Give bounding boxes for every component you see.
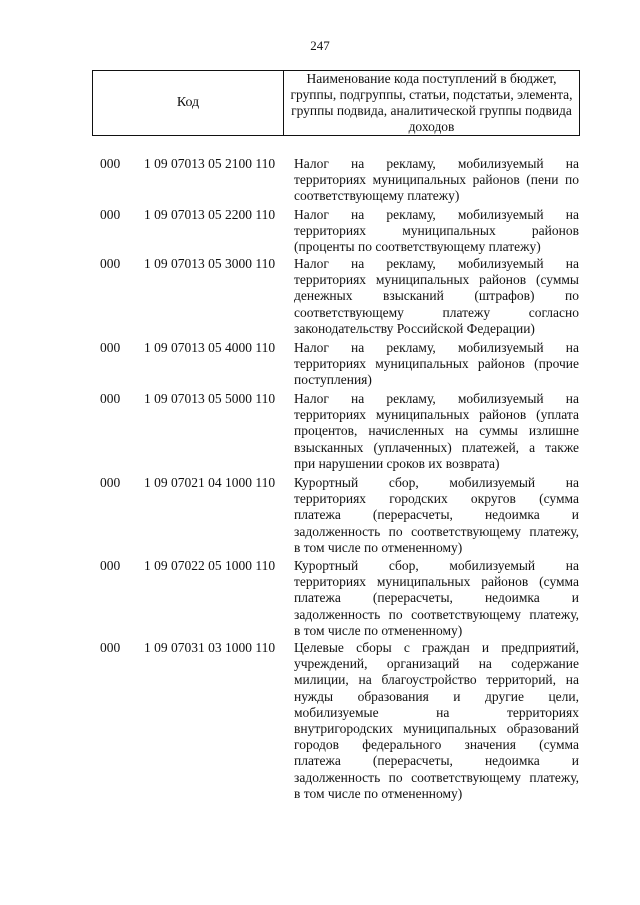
income-name-line: внутригородских муниципальных образований xyxy=(294,721,579,737)
income-name-line: городов федерального значения (сумма xyxy=(294,737,579,753)
income-name-line: Налог на рекламу, мобилизуемый на xyxy=(294,391,579,406)
income-name-cell xyxy=(294,207,579,256)
income-name-line: Налог на рекламу, мобилизуемый на xyxy=(294,256,579,271)
income-name-line: территориях муниципальных районов xyxy=(294,223,579,239)
header-name-cell: Наименование кода поступлений в бюджет, группы, подгруппы, статьи, подстатьи, элемента, группы подвида, аналитической группы подвида доходов xyxy=(290,71,573,134)
income-code-cell: 1 09 07013 05 5000 110 xyxy=(144,391,276,406)
income-code-cell: 1 09 07021 04 1000 110 xyxy=(144,475,276,490)
income-code-cell: 1 09 07022 05 1000 110 xyxy=(144,558,276,573)
income-name-line: учреждений, организаций на содержание xyxy=(294,656,579,672)
income-name-line: законодательству Российской Федерации) xyxy=(294,320,535,336)
admin-code-cell: 000 xyxy=(100,640,121,655)
admin-code-cell: 000 xyxy=(100,475,121,490)
income-name-line: платежа (перерасчеты, недоимка и xyxy=(294,753,579,769)
income-name-cell xyxy=(294,391,579,472)
income-name-line: нужды образования и другие цели, xyxy=(294,688,579,704)
income-name-line: процентов, начисленных на суммы излишне xyxy=(294,423,579,439)
admin-code-cell: 000 xyxy=(100,156,121,171)
admin-code-cell: 000 xyxy=(100,391,121,406)
income-name-line: в том числе по отмененному) xyxy=(294,539,463,555)
income-name-line: (проценты по соответствующему платежу) xyxy=(294,239,541,255)
income-name-line: территориях муниципальных районов (пени по xyxy=(294,172,579,188)
income-name-cell xyxy=(294,640,579,802)
income-name-line: в том числе по отмененному) xyxy=(294,622,463,638)
income-name-line: платежа (перерасчеты, недоимка и xyxy=(294,590,579,606)
income-name-line: задолженность по соответствующему платежу, xyxy=(294,606,579,622)
income-code-cell: 1 09 07031 03 1000 110 xyxy=(144,640,276,655)
income-name-line: территориях муниципальных районов (уплата xyxy=(294,407,579,423)
income-code-cell: 1 09 07013 05 3000 110 xyxy=(144,256,276,271)
income-name-line: задолженность по соответствующему платежу, xyxy=(294,769,579,785)
admin-code-cell: 000 xyxy=(100,256,121,271)
income-name-line: милиции, на благоустройство территорий, на xyxy=(294,672,579,688)
admin-code-cell: 000 xyxy=(100,558,121,573)
income-name-line: территориях муниципальных районов (суммы xyxy=(294,272,579,288)
admin-code-cell: 000 xyxy=(100,340,121,355)
income-name-cell xyxy=(294,156,579,205)
income-code-cell: 1 09 07013 05 2200 110 xyxy=(144,207,276,222)
income-name-line: Налог на рекламу, мобилизуемый на xyxy=(294,207,579,222)
income-code-cell: 1 09 07013 05 4000 110 xyxy=(144,340,276,355)
admin-code-cell: 000 xyxy=(100,207,121,222)
income-name-line: Целевые сборы с граждан и предприятий, xyxy=(294,640,579,655)
page-number: 247 xyxy=(310,38,330,53)
income-name-line: денежных взысканий (штрафов) по xyxy=(294,288,579,304)
income-name-line: соответствующему платежу согласно xyxy=(294,304,579,320)
income-name-cell xyxy=(294,256,579,337)
income-name-line: мобилизуемые на территориях xyxy=(294,704,579,720)
income-name-line: задолженность по соответствующему платежу, xyxy=(294,523,579,539)
income-name-line: в том числе по отмененному) xyxy=(294,785,463,801)
income-name-cell xyxy=(294,558,579,639)
income-name-cell xyxy=(294,475,579,556)
income-name-line: Курортный сбор, мобилизуемый на xyxy=(294,475,579,490)
income-name-line: взысканных (уплаченных) платежей, а также xyxy=(294,439,579,455)
income-name-line: Налог на рекламу, мобилизуемый на xyxy=(294,340,579,355)
income-name-cell xyxy=(294,340,579,389)
income-name-line: при нарушении сроков их возврата) xyxy=(294,455,500,471)
income-name-line: территориях городских округов (сумма xyxy=(294,491,579,507)
header-code-cell: Код xyxy=(93,71,284,135)
income-code-cell: 1 09 07013 05 2100 110 xyxy=(144,156,276,171)
income-name-line: соответствующему платежу) xyxy=(294,188,460,204)
income-name-line: поступления) xyxy=(294,372,372,388)
income-name-line: платежа (перерасчеты, недоимка и xyxy=(294,507,579,523)
income-name-line: территориях муниципальных районов (прочие xyxy=(294,356,579,372)
income-name-line: территориях муниципальных районов (сумма xyxy=(294,574,579,590)
income-name-line: Налог на рекламу, мобилизуемый на xyxy=(294,156,579,171)
income-name-line: Курортный сбор, мобилизуемый на xyxy=(294,558,579,573)
table-header xyxy=(92,70,580,136)
